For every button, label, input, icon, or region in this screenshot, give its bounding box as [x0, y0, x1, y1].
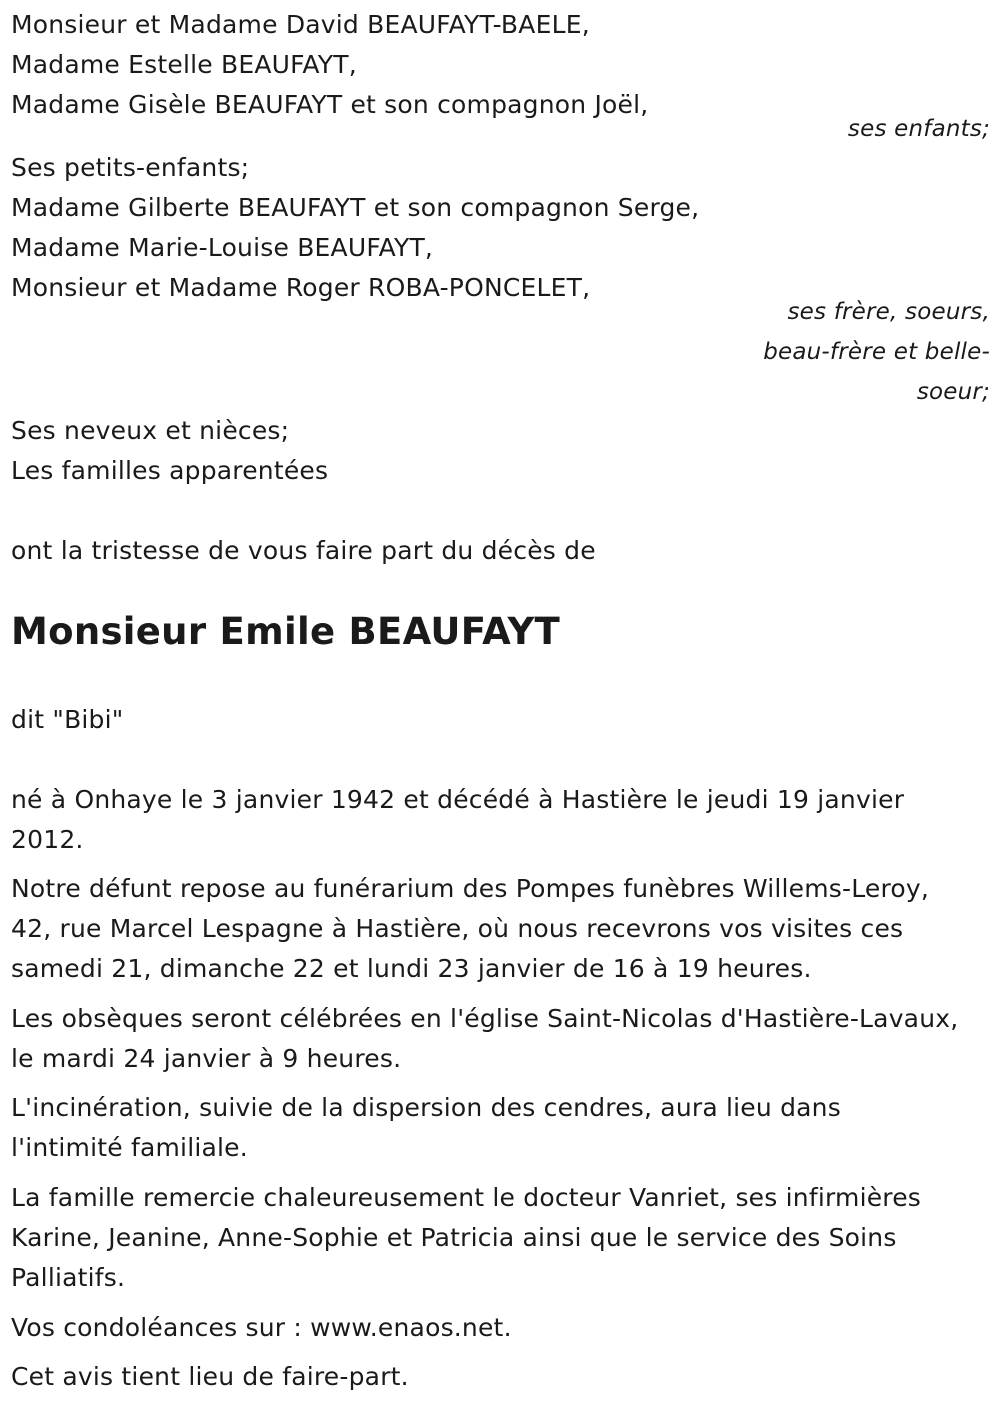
- condolences-text: Vos condoléances sur : www.enaos.net.: [11, 1313, 512, 1342]
- siblings-role-line-1: ses frère, soeurs,: [787, 299, 990, 325]
- announcement-text: ont la tristesse de vous faire part du décès de: [11, 536, 596, 565]
- birth-death-line-1: né à Onhaye le 3 janvier 1942 et décédé à Hastière le jeudi 19 janvier: [11, 785, 905, 814]
- funeral-line-2: le mardi 24 janvier à 9 heures.: [11, 1044, 402, 1073]
- funerarium-line-1: Notre défunt repose au funérarium des Pompes funèbres Willems-Leroy,: [11, 874, 930, 903]
- siblings-role-line-3: soeur;: [916, 379, 990, 405]
- family-children-line-1: Monsieur et Madame David BEAUFAYT-BAELE,: [11, 10, 590, 39]
- funerarium-line-2: 42, rue Marcel Lespagne à Hastière, où nous recevrons vos visites ces: [11, 914, 904, 943]
- thanks-line-1: La famille remercie chaleureusement le docteur Vanriet, ses infirmières: [11, 1183, 922, 1212]
- funeral-line-1: Les obsèques seront célébrées en l'église Saint-Nicolas d'Hastière-Lavaux,: [11, 1004, 959, 1033]
- family-relatives: Les familles apparentées: [11, 456, 329, 485]
- siblings-role-line-2: beau-frère et belle-: [763, 339, 990, 365]
- notice-text: Cet avis tient lieu de faire-part.: [11, 1362, 409, 1391]
- family-siblings-line-1: Madame Gilberte BEAUFAYT et son compagnon Serge,: [11, 193, 700, 222]
- thanks-line-2: Karine, Jeanine, Anne-Sophie et Patricia ainsi que le service des Soins: [11, 1223, 897, 1252]
- family-nephews: Ses neveux et nièces;: [11, 416, 290, 445]
- family-siblings-line-3: Monsieur et Madame Roger ROBA-PONCELET,: [11, 273, 591, 302]
- funerarium-line-3: samedi 21, dimanche 22 et lundi 23 janvier de 16 à 19 heures.: [11, 954, 812, 983]
- children-role: ses enfants;: [847, 116, 990, 142]
- thanks-line-3: Palliatifs.: [11, 1263, 126, 1292]
- cremation-line-1: L'incinération, suivie de la dispersion des cendres, aura lieu dans: [11, 1093, 841, 1122]
- family-siblings-line-2: Madame Marie-Louise BEAUFAYT,: [11, 233, 434, 262]
- cremation-line-2: l'intimité familiale.: [11, 1133, 248, 1162]
- birth-death-line-2: 2012.: [11, 825, 84, 854]
- family-grandchildren: Ses petits-enfants;: [11, 153, 250, 182]
- family-children-line-2: Madame Estelle BEAUFAYT,: [11, 50, 357, 79]
- deceased-nickname: dit "Bibi": [11, 705, 124, 734]
- family-children-line-3: Madame Gisèle BEAUFAYT et son compagnon Joël,: [11, 90, 649, 119]
- deceased-name: Monsieur Emile BEAUFAYT: [11, 610, 561, 653]
